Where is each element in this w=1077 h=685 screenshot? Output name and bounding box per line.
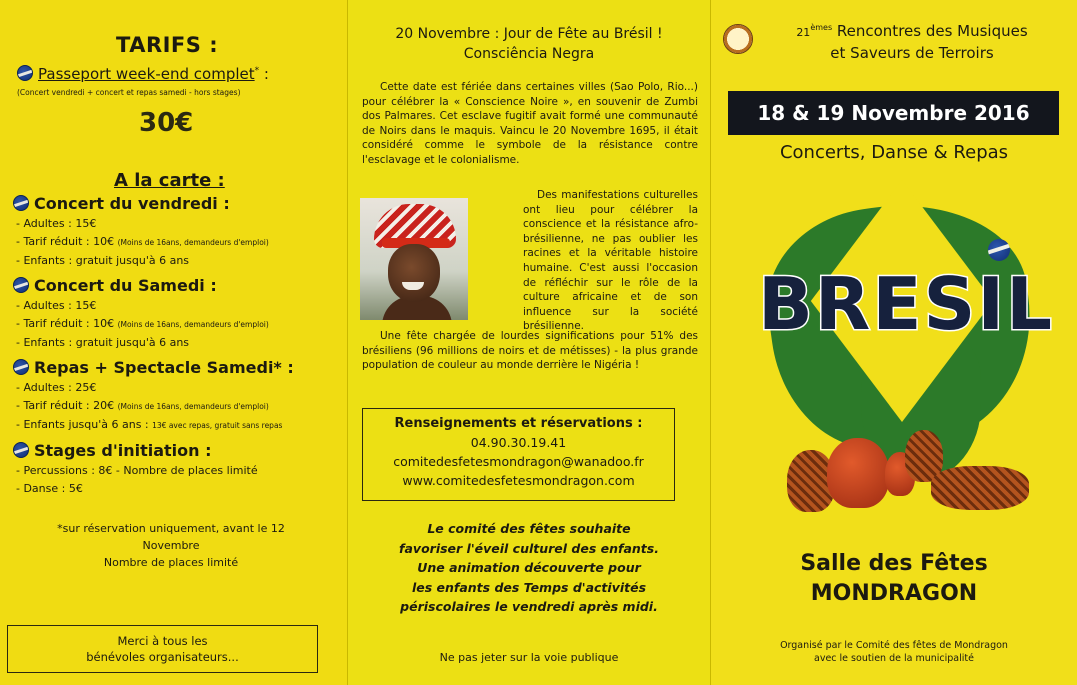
price-row-note: (Moins de 16ans, demandeurs d'emploi) [117, 402, 269, 411]
price-row-text: - Adultes : 15€ [16, 217, 97, 230]
message-line: favoriser l'éveil culturel des enfants. [399, 540, 659, 556]
contact-box [362, 408, 675, 501]
no-litter-notice: Ne pas jeter sur la voie publique [439, 651, 619, 664]
brazil-flag-bullet-icon [13, 277, 29, 293]
contact-website: www.comitedesfetesmondragon.com [402, 473, 635, 488]
event-edition-title [753, 18, 1071, 63]
message-line: les enfants des Temps d'activités [411, 579, 647, 595]
price-row-note: (Moins de 16ans, demandeurs d'emploi) [117, 238, 269, 247]
section-concert-samedi [13, 276, 343, 352]
section-title: Stages d'initiation : [34, 441, 212, 460]
price-row [13, 215, 343, 233]
price-row [13, 416, 343, 435]
info-title-line: Consciência Negra [463, 46, 595, 62]
passeport-label: Passeport week-end complet [38, 65, 255, 83]
thanks-box [7, 625, 318, 673]
section-title: Concert du vendredi : [34, 194, 230, 213]
price-row-text: - Enfants : gratuit jusqu'à 6 ans [16, 254, 190, 267]
section-repas-spectacle [13, 358, 343, 435]
price-row [13, 233, 343, 252]
price-row-text: - Enfants jusqu'à 6 ans : [16, 418, 149, 431]
edition-title-line: et Saveurs de Terroirs [830, 44, 994, 62]
price-row [13, 462, 343, 480]
edition-title-line: Rencontres des Musiques [832, 22, 1028, 40]
children-message [348, 519, 710, 617]
section-title: Repas + Spectacle Samedi [34, 358, 274, 377]
paragraph-population: Une fête chargée de lourdes significations pour 51% des brésiliens (96 millions de noirs et de métisses) - la plus grande population de couleur au monde derrière le Nigéria ! [362, 330, 698, 372]
brazil-flag-bullet-icon [13, 195, 29, 211]
price-row [13, 480, 343, 498]
price-row-text: - Danse : 5€ [16, 482, 83, 495]
price-row [13, 297, 343, 315]
paragraph-zumbi: Cette date est fériée dans certaines villes (Sao Polo, Rio...) pour célébrer la « Conscience Noire », en souvenir de Zumbi dos Palmares. Cet esclave fugitif avait formé une communauté de Noirs dans le maquis. Vaincu le 20 Novembre 1695, il était considéré comme le symbole de la résistance contre l'esclavage et le colonialisme. [362, 81, 698, 166]
contact-phone: 04.90.30.19.41 [470, 435, 567, 450]
message-line: périscolaires le vendredi après midi. [400, 599, 658, 614]
paragraph-manifestations: Des manifestations culturelles ont lieu pour célébrer la conscience et la résistance afro-brésilienne, ne pas oublier les racines et la véritable histoire humaine. C'est aussi l'occasion de réfléchir sur le rôle de la culture africaine et de son influence sur la société brésilienne. [523, 189, 698, 333]
price-row-text: - Percussions : 8€ - Nombre de places limité [16, 464, 258, 477]
event-dates: 18 & 19 Novembre 2016 [728, 91, 1059, 135]
passeport-star: * [254, 66, 260, 76]
info-panel [347, 0, 711, 685]
organizer-line: Organisé par le Comité des fêtes de Mondragon [780, 640, 1008, 651]
price-row-text: - Enfants : gratuit jusqu'à 6 ans [16, 336, 190, 349]
price-row [13, 315, 343, 334]
passeport-price: 30€ [139, 108, 194, 138]
contact-email: comitedesfetesmondragon@wanadoo.fr [393, 454, 644, 469]
footnote-line: Nombre de places limité [103, 556, 239, 569]
venue-line: Salle des Fêtes [800, 551, 988, 576]
section-title: Concert du Samedi : [34, 276, 217, 295]
organizer-credit [711, 639, 1077, 665]
event-subtitle: Concerts, Danse & Repas [779, 142, 1009, 163]
message-line: Une animation découverte pour [417, 560, 641, 575]
carte-title: A la carte : [114, 170, 225, 191]
committee-logo-icon [723, 24, 753, 54]
price-row-text: - Tarif réduit : 20€ [16, 399, 115, 412]
thanks-line: bénévoles organisateurs... [86, 650, 239, 664]
brazil-flag-bullet-icon [13, 442, 29, 458]
message-line: Le comité des fêtes souhaite [427, 521, 631, 536]
passeport-colon: : [259, 65, 269, 83]
passeport-line [17, 65, 269, 83]
brazil-flag-globe-icon [988, 239, 1010, 261]
woman-portrait-photo [360, 198, 468, 320]
info-title-line: 20 Novembre : Jour de Fête au Brésil ! [395, 26, 663, 42]
tarifs-panel [0, 0, 347, 685]
pottery-illustration [781, 428, 1031, 518]
cover-panel [711, 0, 1077, 685]
footnote-line: *sur réservation uniquement, avant le 12 Novembre [57, 522, 285, 552]
contact-title: Renseignements et réservations : [394, 416, 643, 431]
price-row [13, 379, 343, 397]
bresil-title: BRESIL [758, 262, 1055, 346]
price-row-text: - Tarif réduit : 10€ [16, 317, 115, 330]
price-row [13, 334, 343, 352]
section-title-suffix: * : [273, 358, 294, 377]
info-title [348, 24, 710, 64]
thanks-line: Merci à tous les [117, 634, 208, 648]
price-row-note: 13€ avec repas, gratuit sans repas [152, 421, 283, 430]
price-row-note: (Moins de 16ans, demandeurs d'emploi) [117, 320, 269, 329]
edition-number: 21 [796, 26, 811, 39]
reservation-footnote [36, 520, 306, 571]
price-row [13, 252, 343, 270]
edition-suffix: èmes [810, 23, 833, 32]
price-row-text: - Tarif réduit : 10€ [16, 235, 115, 248]
brazil-flag-bullet-icon [17, 65, 33, 81]
price-row [13, 397, 343, 416]
price-row-text: - Adultes : 25€ [16, 381, 97, 394]
organizer-line: avec le soutien de la municipalité [814, 653, 974, 664]
tarifs-title: TARIFS : [116, 33, 219, 57]
venue [711, 549, 1077, 609]
section-concert-vendredi [13, 194, 343, 270]
brazil-flag-bullet-icon [13, 359, 29, 375]
section-stages [13, 441, 343, 498]
venue-line: MONDRAGON [810, 581, 978, 606]
passeport-note: (Concert vendredi + concert et repas samedi - hors stages) [17, 88, 241, 97]
price-row-text: - Adultes : 15€ [16, 299, 97, 312]
